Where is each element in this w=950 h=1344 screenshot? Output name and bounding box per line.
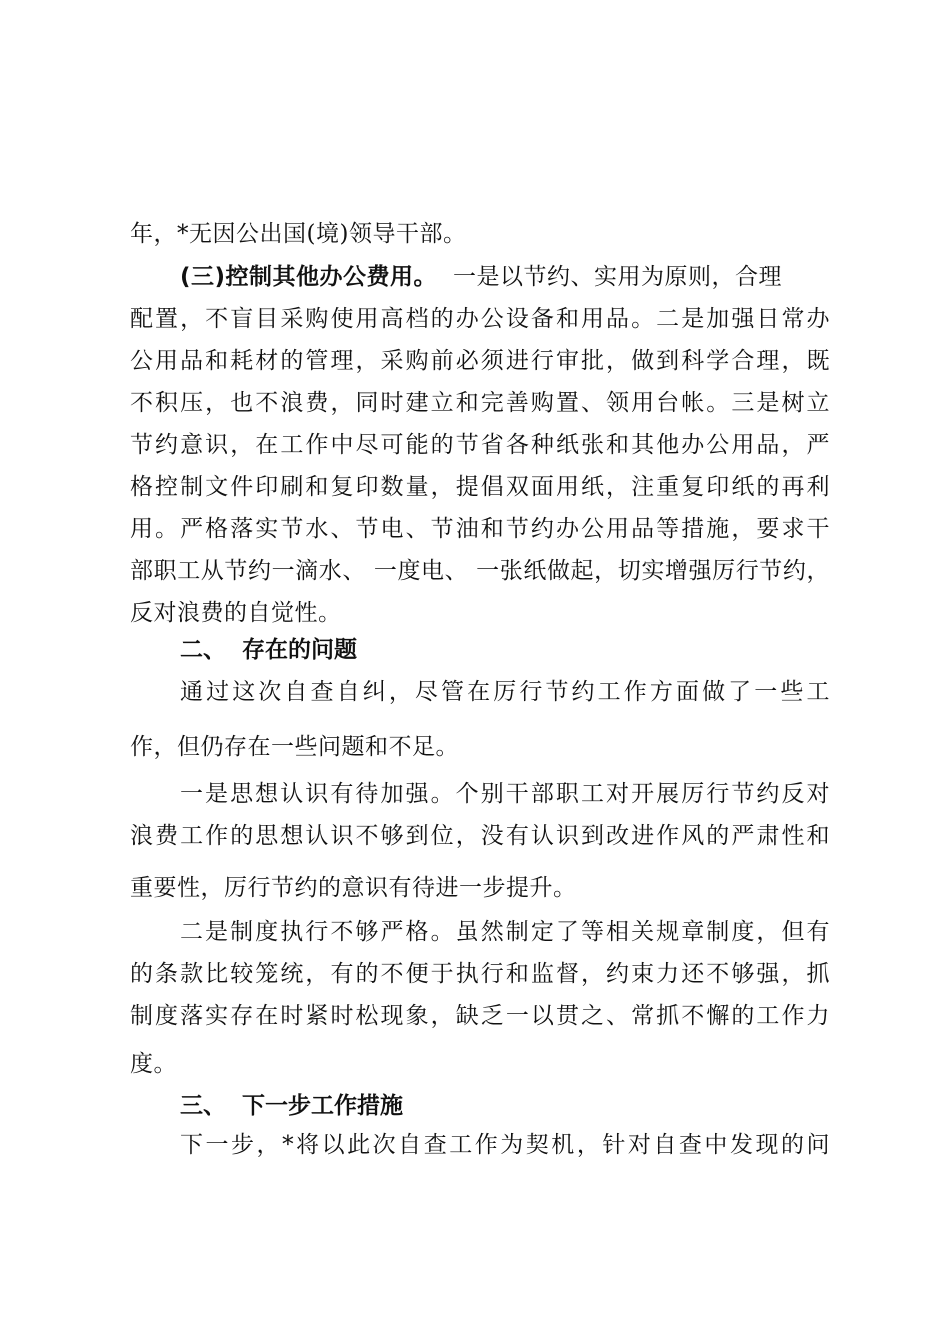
paragraph-first-line [180, 263, 830, 291]
text-line: 制度落实存在时紧时松现象，缺乏一以贯之、常抓不懈的工作力 [130, 1003, 830, 1029]
section-subtitle: (三)控制其他办公费用。 [180, 264, 438, 290]
text-line: 配置，不盲目采购使用高档的办公设备和用品。二是加强日常办 [130, 306, 830, 332]
section-heading [180, 636, 357, 664]
text-line: 不积压，也不浪费，同时建立和完善购置、领用台帐。三是树立 [130, 390, 830, 416]
text-line: 格控制文件印刷和复印数量，提倡双面用纸，注重复印纸的再利 [130, 474, 830, 500]
section-number: 二、 [180, 637, 226, 663]
text-line: 一是思想认识有待加强。个别干部职工对开展厉行节约反对 [180, 781, 830, 807]
section-number: 三、 [180, 1093, 226, 1119]
text-line: 作，但仍存在一些问题和不足。 [130, 734, 459, 760]
section-heading [180, 1092, 403, 1120]
text-span: 一是以节约、实用为原则，合理 [453, 264, 783, 290]
text-line: 度。 [130, 1051, 177, 1077]
text-line: 的条款比较笼统，有的不便于执行和监督，约束力还不够强，抓 [130, 961, 830, 987]
text-line: 下一步，*将以此次自查工作为契机，针对自查中发现的问 [180, 1132, 830, 1158]
text-line: 年，*无因公出国(境)领导干部。 [130, 221, 467, 247]
section-title: 下一步工作措施 [242, 1093, 403, 1119]
text-line: 节约意识，在工作中尽可能的节省各种纸张和其他办公用品，严 [130, 432, 830, 458]
text-line: 浪费工作的思想认识不够到位，没有认识到改进作风的严肃性和 [130, 823, 830, 849]
text-line: 公用品和耗材的管理，采购前必须进行审批，做到科学合理，既 [130, 348, 830, 374]
text-line: 重要性，厉行节约的意识有待进一步提升。 [130, 875, 577, 901]
text-line: 反对浪费的自觉性。 [130, 600, 342, 626]
text-line: 通过这次自查自纠，尽管在厉行节约工作方面做了一些工 [180, 679, 830, 705]
text-line: 二是制度执行不够严格。虽然制定了等相关规章制度，但有 [180, 919, 830, 945]
text-line: 用。严格落实节水、节电、节油和节约办公用品等措施，要求干 [130, 516, 830, 542]
section-title: 存在的问题 [242, 637, 357, 663]
text-line: 部职工从节约一滴水、 一度电、 一张纸做起，切实增强厉行节约， [130, 558, 830, 584]
